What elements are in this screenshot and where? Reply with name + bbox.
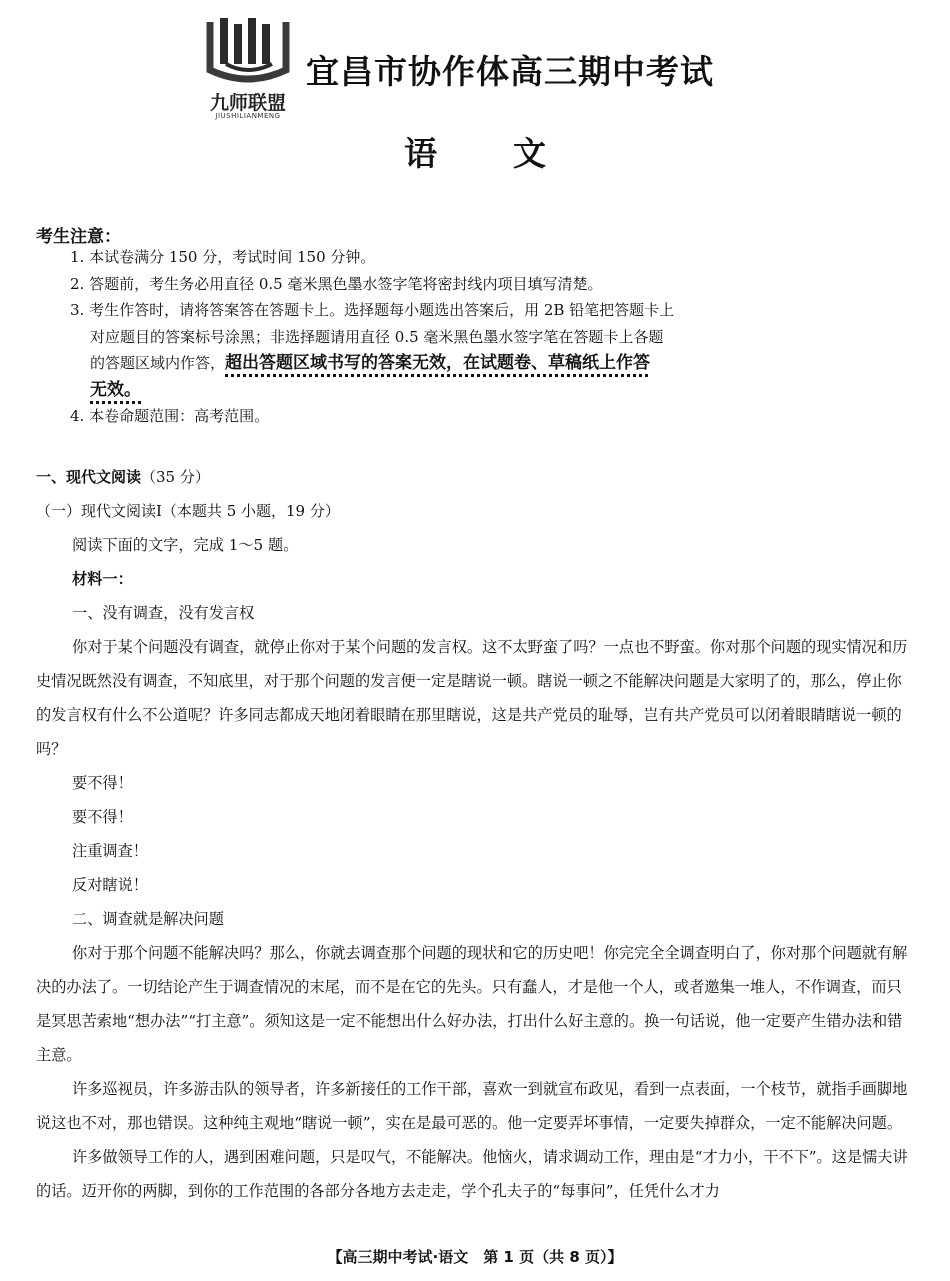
paragraph-3: 许多巡视员，许多游击队的领导者，许多新接任的工作干部，喜欢一到就宣布政见，看到一点表面，一个枝节，就指手画脚地说这也不对，那也错误。这种纯主观地“瞎说一顿”，实在是最可恶的。他一定要弄坏事情，一定要失掉群众，一定不能解决问题。	[36, 1080, 908, 1132]
subject-title	[404, 128, 546, 175]
paragraph-4: 许多做领导工作的人，遇到困难问题，只是叹气，不能解决。他恼火，请求调动工作，理由是“才力小，干不下”。这是懦夫讲的话。迈开你的两脚，到你的工作范围的各部分各地方去走走，学个孔夫子的“每事问”，任凭什么才力	[36, 1148, 908, 1200]
section-1-title: 一、现代文阅读	[36, 468, 142, 486]
exclaim-line-4: 反对瞎说！	[72, 876, 148, 894]
passage-heading-2: 二、调查就是解决问题	[72, 910, 224, 928]
exclaim-line-3: 注重调查！	[72, 842, 148, 860]
notice-item-3-line-2: 对应题目的答案标号涂黑；非选择题请用直径 0.5 毫米黑色墨水签字笔在答题卡上各题	[90, 327, 664, 346]
material-label: 材料一：	[72, 570, 133, 588]
publisher-logo	[196, 14, 300, 124]
notice-emphasis-2: 无效。	[90, 379, 141, 400]
section-1-score: （35 分）	[141, 468, 210, 486]
notice-item-4: 4. 本卷命题范围：高考范围。	[70, 407, 270, 425]
exclaim-line-1: 要不得！	[72, 774, 133, 792]
book-emblem-icon	[196, 14, 300, 88]
notice-item-3-line-3	[70, 350, 760, 377]
logo-brand-cn: 九师联盟	[209, 92, 286, 114]
notice-emphasis-1: 超出答题区域书写的答案无效，在试题卷、草稿纸上作答	[225, 353, 651, 373]
notice-heading: 考生注意：	[36, 227, 121, 247]
exam-title: 宜昌市协作体高三期中考试	[306, 52, 714, 91]
notice-item-3-line-1: 3. 考生作答时，请将答案答在答题卡上。选择题每小题选出答案后，用 2B 铅笔把答题卡上	[70, 301, 675, 319]
notice-item-2: 2. 答题前，考生务必用直径 0.5 毫米黑色墨水签字笔将密封线内项目填写清楚。	[70, 274, 603, 293]
subject-char-1: 语	[404, 134, 437, 173]
subject-char-2: 文	[513, 134, 546, 173]
notice-item-1: 1. 本试卷满分 150 分，考试时间 150 分钟。	[70, 248, 376, 266]
paragraph-1: 你对于某个问题没有调查，就停止你对于某个问题的发言权。这不太野蛮了吗？一点也不野蛮。你对那个问题的现实情况和历史情况既然没有调查，不知底里，对于那个问题的发言便一定是瞎说一顿。瞎说一顿之不能解决问题是大家明了的，那么，停止你的发言权有什么不公道呢？许多同志都成天地闭着眼睛在那里瞎说，这是共产党员的耻辱，岂有共产党员可以闭着眼睛瞎说一顿的吗？	[36, 638, 908, 758]
reading-passage	[36, 528, 916, 1208]
passage-heading-1: 一、没有调查，没有发言权	[72, 604, 255, 622]
subsection-1-heading: （一）现代文阅读Ⅰ（本题共 5 小题，19 分）	[36, 502, 340, 520]
paragraph-2: 你对于那个问题不能解决吗？那么，你就去调查那个问题的现状和它的历史吧！你完完全全调查明白了，你对那个问题就有解决的办法了。一切结论产生于调查情况的末尾，而不是在它的先头。只有蠢人，才是他一个人，或者邀集一堆人，不作调查，而只是冥思苦索地“想办法”“打主意”。须知这是一定不能想出什么好办法，打出什么好主意的。换一句话说，他一定要产生错办法和错主意。	[36, 944, 908, 1064]
instruction: 阅读下面的文字，完成 1～5 题。	[72, 536, 299, 554]
notice-list	[70, 244, 760, 430]
section-1-heading	[36, 460, 916, 494]
notice-item-3-text: 的答题区域内作答，	[90, 354, 226, 372]
exclaim-line-2: 要不得！	[72, 808, 133, 826]
page-footer: 【高三期中考试·语文 第 1 页（共 8 页）】	[327, 1248, 623, 1266]
logo-brand-en: JIUSHILIANMENG	[215, 112, 281, 120]
notice-item-3-line-4	[70, 377, 760, 404]
